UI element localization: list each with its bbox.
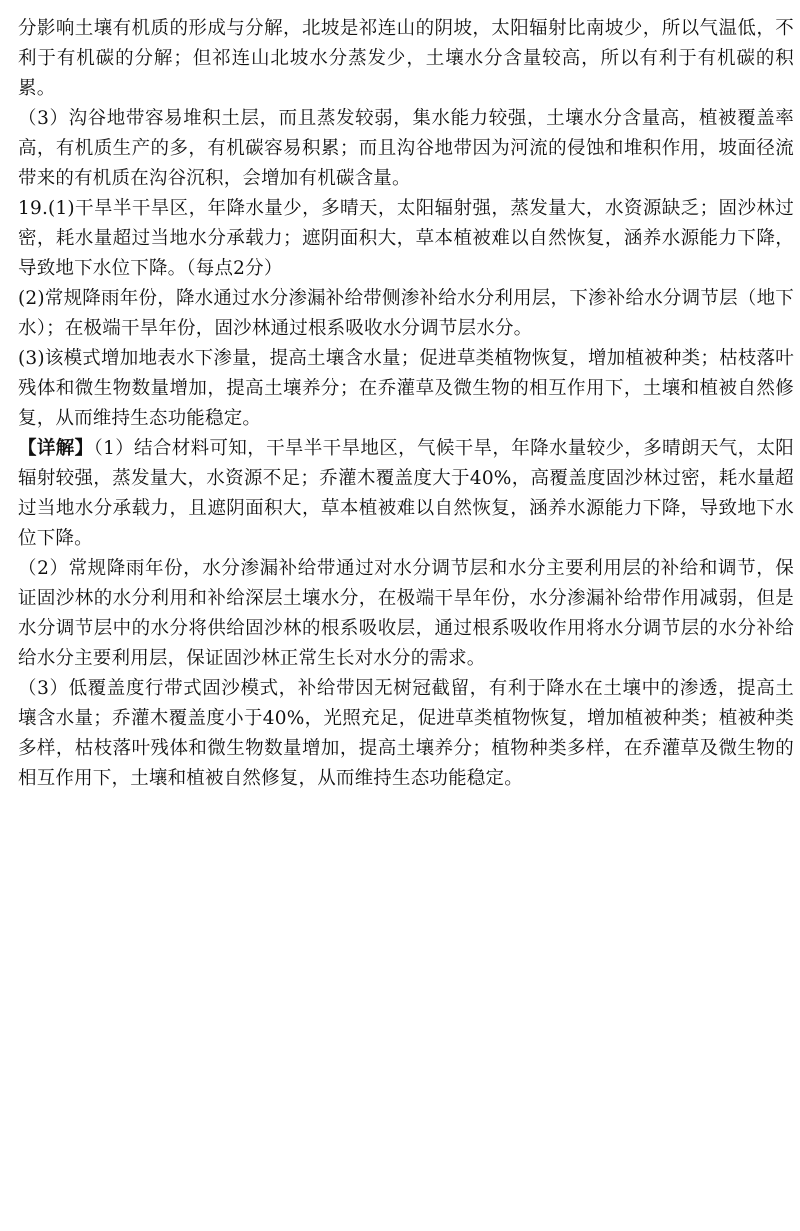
paragraph-continuation: 分影响土壤有机质的形成与分解，北坡是祁连山的阴坡，太阳辐射比南坡少，所以气温低，不利于有机碳的分解；但祁连山北坡水分蒸发少，土壤水分含量较高，所以有利于有机碳的积累。	[18, 18, 794, 99]
paragraph-q19-answer-1: 19.(1)干旱半干旱区，年降水量少，多晴天，太阳辐射强，蒸发量大，水资源缺乏；固沙林过密，耗水量超过当地水分承载力；遮阴面积大，草本植被难以自然恢复，涵养水源能力下降，导致地下水位下降。（每点2分）	[18, 198, 794, 279]
document-page	[18, 0, 794, 794]
paragraph-q19-answer-2: (2)常规降雨年份，降水通过水分渗漏补给带侧渗补给水分利用层，下渗补给水分调节层（地下水）；在极端干旱年份，固沙林通过根系吸收水分调节层水分。	[18, 288, 794, 339]
explanation-label: 【详解】	[18, 438, 94, 459]
paragraph-explanation-3: （3）低覆盖度行带式固沙模式，补给带因无树冠截留，有利于降水在土壤中的渗透，提高土壤含水量；乔灌木覆盖度小于40%，光照充足，促进草类植物恢复，增加植被种类；植被种类多样，枯枝落叶残体和微生物数量增加，提高土壤养分；植物种类多样，在乔灌草及微生物的相互作用下，土壤和植被自然修复，从而维持生态功能稳定。	[18, 678, 794, 789]
paragraph-q19-answer-3: (3)该模式增加地表水下渗量，提高土壤含水量；促进草类植物恢复，增加植被种类；枯枝落叶残体和微生物数量增加，提高土壤养分；在乔灌草及微生物的相互作用下，土壤和植被自然修复，从而维持生态功能稳定。	[18, 348, 794, 429]
explanation-text-1: （1）结合材料可知，干旱半干旱地区，气候干旱，年降水量较少，多晴朗天气，太阳辐射较强，蒸发量大，水资源不足；乔灌木覆盖度大于40%，高覆盖度固沙林过密，耗水量超过当地水分承载力，且遮阴面积大，草本植被难以自然恢复，涵养水源能力下降，导致地下水位下降。	[18, 438, 794, 549]
paragraph-answer-3: （3）沟谷地带容易堆积土层，而且蒸发较弱，集水能力较强，土壤水分含量高，植被覆盖率高，有机质生产的多，有机碳容易积累；而且沟谷地带因为河流的侵蚀和堆积作用，坡面径流带来的有机质在沟谷沉积，会增加有机碳含量。	[18, 108, 794, 189]
paragraph-explanation-1	[18, 434, 794, 554]
paragraph-explanation-2: （2）常规降雨年份，水分渗漏补给带通过对水分调节层和水分主要利用层的补给和调节，保证固沙林的水分利用和补给深层土壤水分，在极端干旱年份，水分渗漏补给带作用减弱，但是水分调节层中的水分将供给固沙林的根系吸收层，通过根系吸收作用将水分调节层的水分补给给水分主要利用层，保证固沙林正常生长对水分的需求。	[18, 558, 794, 669]
